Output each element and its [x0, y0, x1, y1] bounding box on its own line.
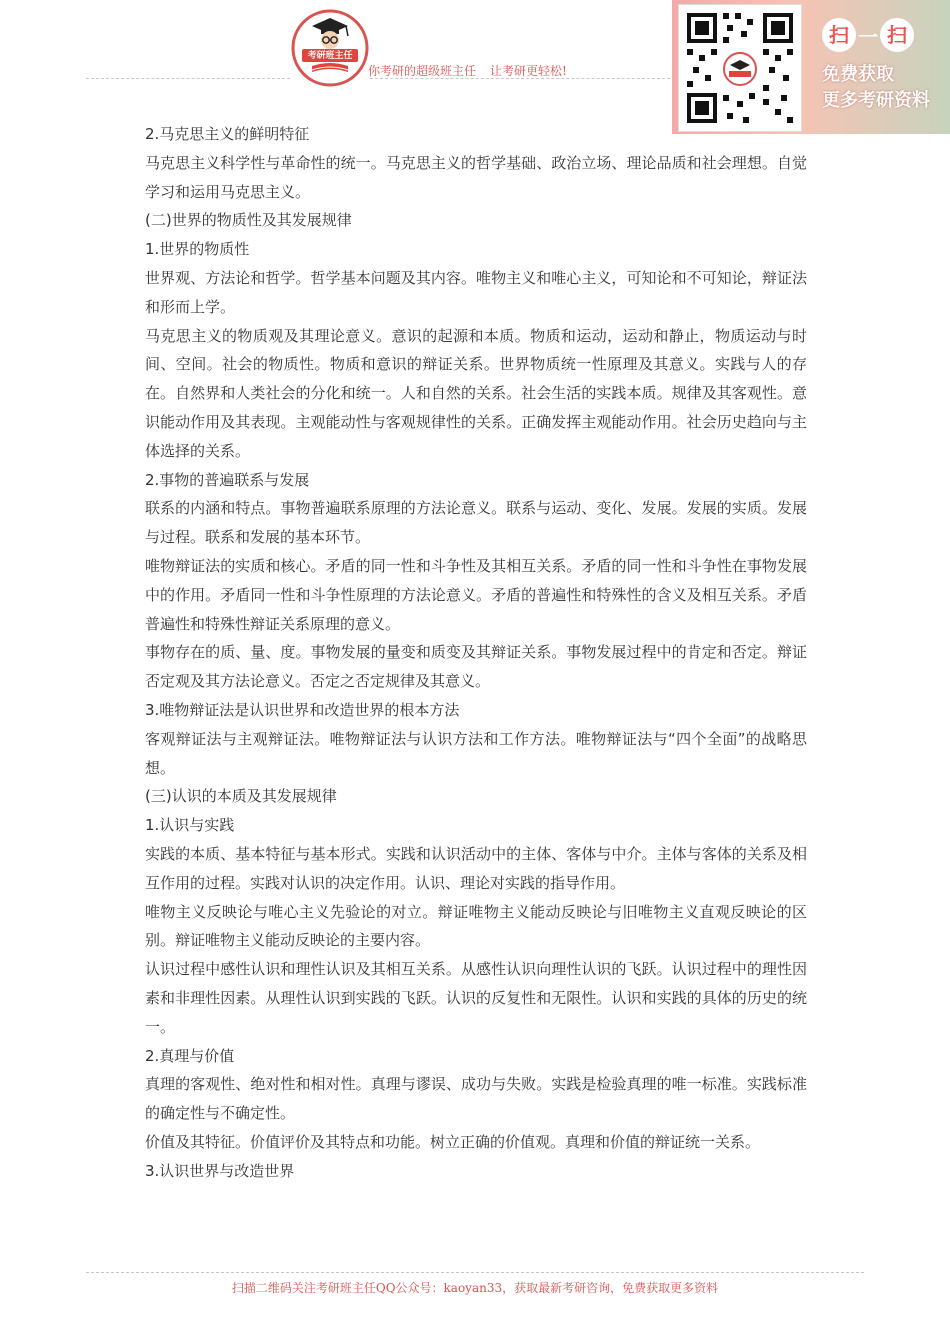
section-heading: 2.马克思主义的鲜明特征 [145, 125, 310, 143]
paragraph: 事物存在的质、量、度。事物发展的量变和质变及其辩证关系。事物发展过程中的肯定和否定。辩证否定观及其方法论意义。否定之否定规律及其意义。 [145, 643, 807, 691]
slogan-part-2: 让考研更轻松! [490, 64, 567, 78]
qr-promo-banner[interactable] [672, 0, 950, 134]
section-heading: 3.唯物辩证法是认识世界和改造世界的根本方法 [145, 700, 460, 719]
section-heading: 3.认识世界与改造世界 [145, 1161, 295, 1180]
paragraph: 联系的内涵和特点。事物普遍联系原理的方法论意义。联系与运动、变化、发展。发展的实质。发展与过程。联系和发展的基本环节。 [145, 499, 807, 547]
header-slogan [368, 62, 581, 79]
paragraph: 世界观、方法论和哲学。哲学基本问题及其内容。唯物主义和唯心主义，可知论和不可知论，辩证法和形而上学。 [145, 268, 807, 316]
section-heading: (二)世界的物质性及其发展规律 [145, 211, 352, 230]
scan-char-1: 扫 [822, 18, 856, 52]
logo-graduate-icon [290, 8, 370, 88]
paragraph: 真理的客观性、绝对性和相对性。真理与谬误、成功与失败。实践是检验真理的唯一标准。实践标准的确定性与不确定性。 [145, 1075, 807, 1123]
paragraph: 唯物主义反映论与唯心主义先验论的对立。辩证唯物主义能动反映论与旧唯物主义直观反映论的区别。辩证唯物主义能动反映论的主要内容。 [145, 902, 807, 950]
section-heading: (三)认识的本质及其发展规律 [145, 787, 337, 806]
section-heading: 1.认识与实践 [145, 816, 235, 835]
scan-char-2: 扫 [880, 18, 914, 52]
paragraph: 唯物辩证法的实质和核心。矛盾的同一性和斗争性及其相互关系。矛盾的同一性和斗争性在事物发展中的作用。矛盾同一性和斗争性原理的方法论意义。矛盾的普遍性和特殊性的含义及相互关系。矛盾普遍性和特殊性辩证关系原理的意义。 [145, 556, 807, 633]
promo-text [822, 62, 948, 114]
section-heading: 1.世界的物质性 [145, 240, 250, 259]
scan-prompt [822, 18, 914, 52]
paragraph: 马克思主义的物质观及其理论意义。意识的起源和本质。物质和运动，运动和静止，物质运动与时间、空间。社会的物质性。物质和意识的辩证关系。世界物质统一性原理及其意义。实践与人的存在。自然界和人类社会的分化和统一。人和自然的关系。社会生活的实践本质。规律及其客观性。意识能动作用及其表现。主观能动性与客观规律性的关系。正确发挥主观能动作用。社会历史趋向与主体选择的关系。 [145, 326, 807, 460]
slogan-part-1: 你考研的超级班主任 [368, 64, 477, 78]
paragraph: 认识过程中感性认识和理性认识及其相互关系。从感性认识向理性认识的飞跃。认识过程中的理性因素和非理性因素。从理性认识到实践的飞跃。认识的反复性和无限性。认识和实践的具体的历史的统一。 [145, 960, 807, 1036]
scan-dash: 一 [858, 24, 878, 49]
paragraph: 马克思主义科学性与革命性的统一。马克思主义的哲学基础、政治立场、理论品质和社会理想。自觉学习和运用马克思主义。 [145, 153, 807, 201]
header-divider-left [86, 78, 290, 79]
paragraph: 价值及其特征。价值评价及其特点和功能。树立正确的价值观。真理和价值的辩证统一关系。 [145, 1132, 761, 1151]
footer-text: 扫描二维码关注考研班主任QQ公众号：kaoyan33，获取最新考研咨询，免费获取更多资料 [231, 1281, 719, 1295]
section-heading: 2.真理与价值 [145, 1046, 235, 1065]
document-body [145, 120, 807, 1185]
paragraph: 实践的本质、基本特征与基本形式。实践和认识活动中的主体、客体与中介。主体与客体的关系及相互作用的过程。实践对认识的决定作用。认识、理论对实践的指导作用。 [145, 844, 807, 892]
footer-divider [86, 1272, 864, 1273]
logo-text: 考研班主任 [307, 51, 353, 61]
promo-line-2: 更多考研资料 [822, 90, 930, 111]
qr-code-icon[interactable] [678, 4, 802, 132]
section-heading: 2.事物的普遍联系与发展 [145, 470, 310, 489]
paragraph: 客观辩证法与主观辩证法。唯物辩证法与认识方法和工作方法。唯物辩证法与“四个全面”的战略思想。 [145, 729, 807, 777]
promo-line-1: 免费获取 [822, 64, 894, 85]
